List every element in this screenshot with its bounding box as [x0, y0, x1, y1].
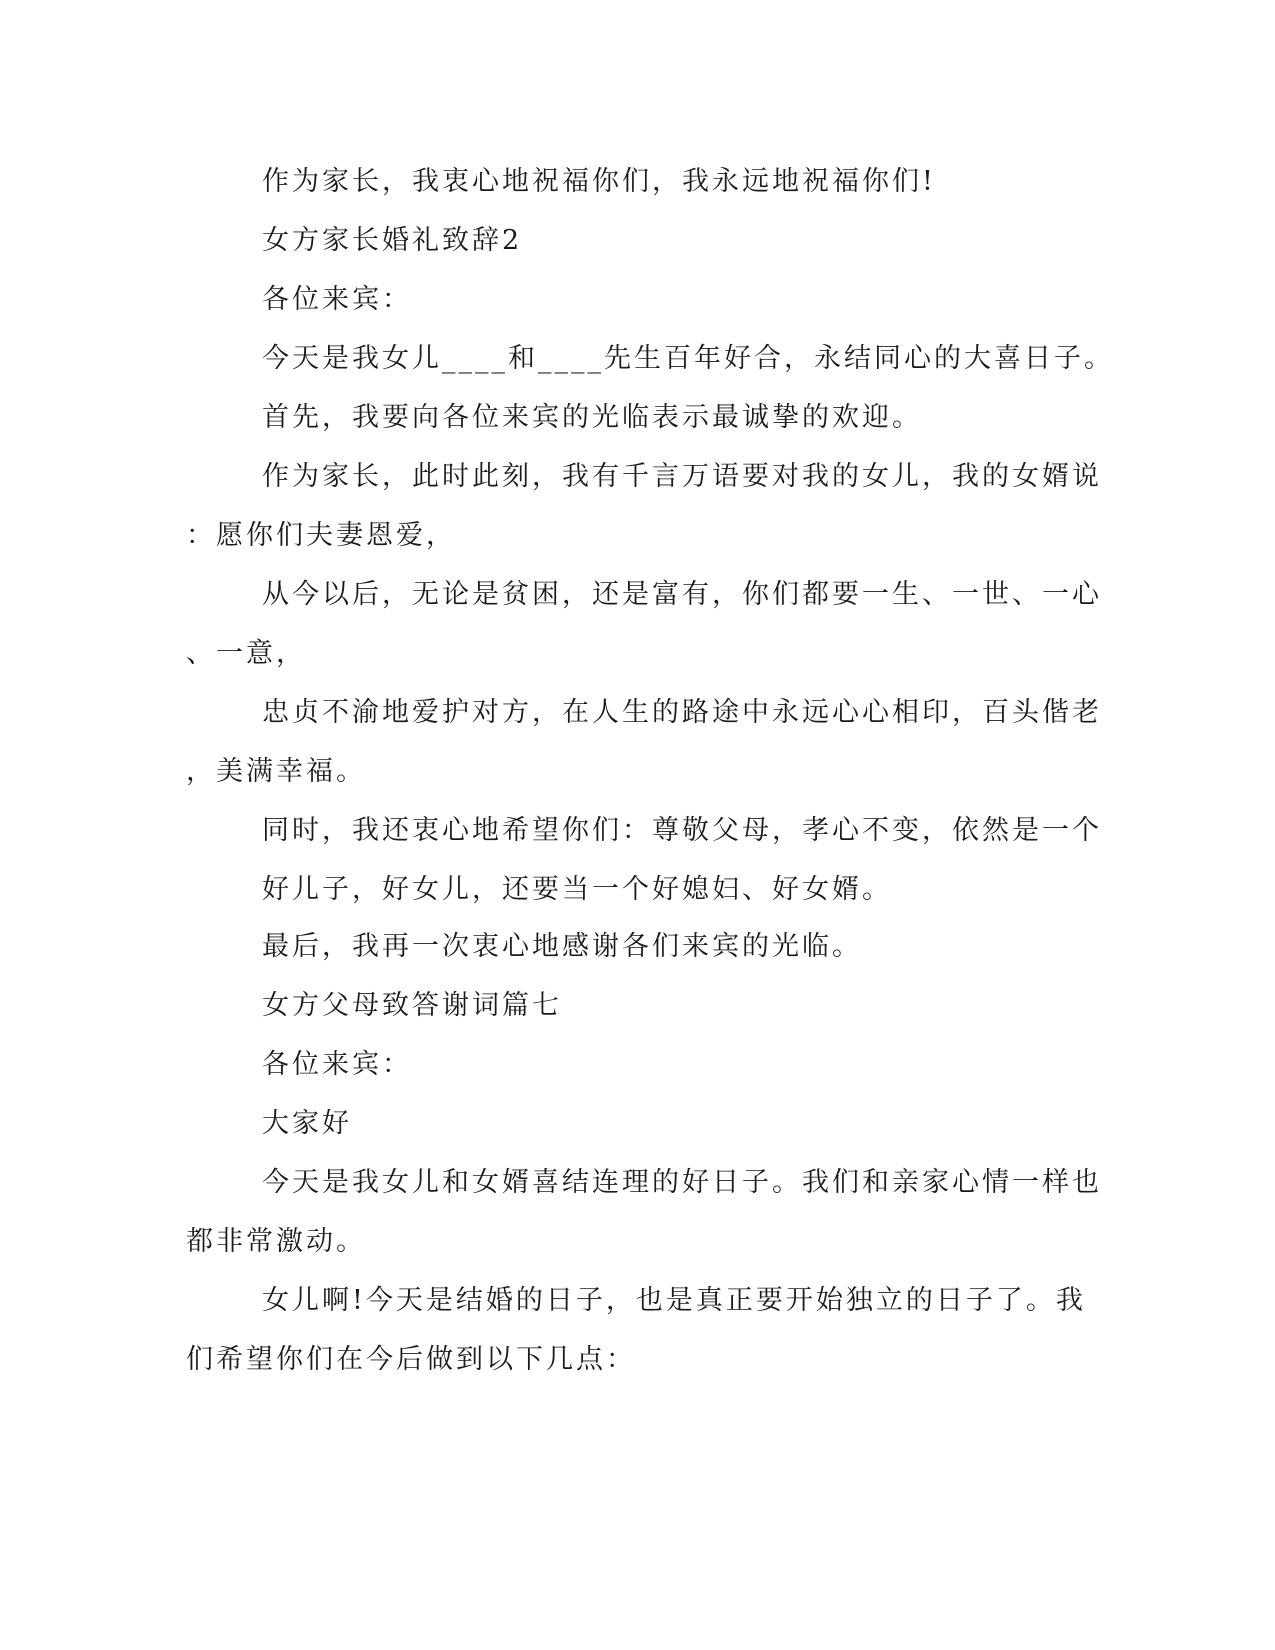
section-heading: 女方家长婚礼致辞2 [262, 225, 523, 256]
paragraph-line: 好儿子，好女儿，还要当一个好媳妇、好女婿。 [262, 874, 892, 905]
paragraph-line: 忠贞不渝地爱护对方，在人生的路途中永远心心相印，百头偕老 [262, 697, 1102, 728]
paragraph-line: ：愿你们夫妻恩爱， [186, 520, 456, 551]
salutation: 各位来宾： [262, 1049, 412, 1080]
paragraph-line: 作为家长，此时此刻，我有千言万语要对我的女儿，我的女婿说 [262, 461, 1102, 492]
salutation: 各位来宾： [262, 284, 412, 315]
paragraph-line: 今天是我女儿和女婿喜结连理的好日子。我们和亲家心情一样也 [262, 1167, 1102, 1198]
paragraph-line: 今天是我女儿____和____先生百年好合，永结同心的大喜日子。 [262, 343, 1114, 374]
paragraph-line: 女儿啊!今天是结婚的日子，也是真正要开始独立的日子了。我 [262, 1285, 1086, 1316]
paragraph-line: 首先，我要向各位来宾的光临表示最诚挚的欢迎。 [262, 402, 922, 433]
greeting: 大家好 [262, 1108, 352, 1139]
section-heading: 女方父母致答谢词篇七 [262, 990, 562, 1021]
paragraph-line: 都非常激动。 [186, 1226, 366, 1257]
paragraph-line: 同时，我还衷心地希望你们：尊敬父母，孝心不变，依然是一个 [262, 815, 1102, 846]
paragraph-line: 作为家长，我衷心地祝福你们，我永远地祝福你们! [262, 166, 936, 197]
paragraph-line: ，美满幸福。 [186, 756, 366, 787]
paragraph-line: 们希望你们在今后做到以下几点： [186, 1344, 636, 1375]
paragraph-line: 、一意， [186, 638, 306, 669]
paragraph-line: 最后，我再一次衷心地感谢各们来宾的光临。 [262, 931, 862, 962]
paragraph-line: 从今以后，无论是贫困，还是富有，你们都要一生、一世、一心 [262, 579, 1102, 610]
